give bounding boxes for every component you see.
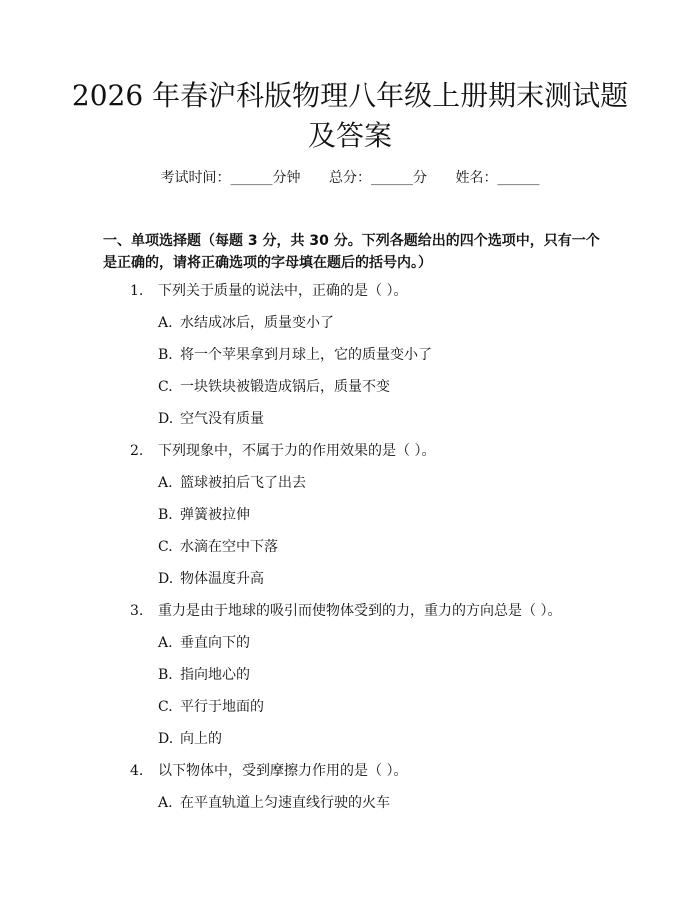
question-1 bbox=[130, 281, 610, 301]
student-name: 姓名：______ bbox=[455, 170, 540, 186]
option-letter: A. bbox=[158, 475, 173, 491]
option-2c bbox=[158, 537, 598, 557]
option-text: 篮球被拍后飞了出去 bbox=[180, 475, 306, 491]
option-letter: B. bbox=[158, 507, 173, 523]
question-2 bbox=[130, 441, 610, 461]
option-text: 物体温度升高 bbox=[180, 571, 264, 587]
question-number: 2. bbox=[130, 443, 144, 459]
title-line-2: 及答案 bbox=[307, 119, 392, 152]
option-text: 将一个苹果拿到月球上，它的质量变小了 bbox=[180, 347, 432, 363]
option-text: 弹簧被拉伸 bbox=[180, 507, 250, 523]
option-3d bbox=[158, 729, 598, 749]
option-2d bbox=[158, 569, 598, 589]
option-1b bbox=[158, 345, 598, 365]
title-line-1: 2026 年春沪科版物理八年级上册期末测试题 bbox=[71, 79, 629, 112]
option-text: 平行于地面的 bbox=[180, 699, 264, 715]
page-title bbox=[60, 76, 640, 156]
option-1d bbox=[158, 409, 598, 429]
option-text: 向上的 bbox=[180, 731, 222, 747]
option-3c bbox=[158, 697, 598, 717]
exam-time: 考试时间：______分钟 bbox=[160, 170, 301, 186]
option-2a bbox=[158, 473, 598, 493]
exam-score: 总分：______分 bbox=[329, 170, 427, 186]
question-text: 以下物体中，受到摩擦力作用的是（ ）。 bbox=[158, 763, 408, 779]
option-text: 水滴在空中下落 bbox=[180, 539, 278, 555]
option-text: 在平直轨道上匀速直线行驶的火车 bbox=[180, 795, 390, 811]
option-letter: D. bbox=[158, 731, 174, 747]
section-heading: 一、单项选择题（每题 3 分，共 30 分。下列各题给出的四个选项中，只有一个是正确的，请将正确选项的字母填在题后的括号内。） bbox=[103, 233, 600, 271]
option-letter: A. bbox=[158, 315, 173, 331]
option-text: 垂直向下的 bbox=[180, 635, 250, 651]
option-letter: C. bbox=[158, 379, 173, 395]
exam-meta bbox=[0, 168, 700, 188]
option-letter: C. bbox=[158, 539, 173, 555]
question-3 bbox=[130, 601, 610, 621]
option-1a bbox=[158, 313, 598, 333]
question-4 bbox=[130, 761, 610, 781]
option-2b bbox=[158, 505, 598, 525]
option-1c bbox=[158, 377, 598, 397]
option-text: 指向地心的 bbox=[180, 667, 250, 683]
option-letter: D. bbox=[158, 411, 174, 427]
option-text: 一块铁块被锻造成锅后，质量不变 bbox=[180, 379, 390, 395]
option-letter: A. bbox=[158, 635, 173, 651]
option-3b bbox=[158, 665, 598, 685]
question-number: 4. bbox=[130, 763, 144, 779]
option-letter: B. bbox=[158, 667, 173, 683]
option-letter: A. bbox=[158, 795, 173, 811]
question-text: 重力是由于地球的吸引而使物体受到的力，重力的方向总是（ ）。 bbox=[158, 603, 562, 619]
question-text: 下列现象中，不属于力的作用效果的是（ ）。 bbox=[158, 443, 436, 459]
question-number: 1. bbox=[130, 283, 144, 299]
option-letter: C. bbox=[158, 699, 173, 715]
option-letter: B. bbox=[158, 347, 173, 363]
option-3a bbox=[158, 633, 598, 653]
question-number: 3. bbox=[130, 603, 144, 619]
question-text: 下列关于质量的说法中，正确的是（ ）。 bbox=[158, 283, 408, 299]
option-text: 水结成冰后，质量变小了 bbox=[180, 315, 334, 331]
option-text: 空气没有质量 bbox=[180, 411, 264, 427]
option-letter: D. bbox=[158, 571, 174, 587]
option-4a bbox=[158, 793, 598, 813]
